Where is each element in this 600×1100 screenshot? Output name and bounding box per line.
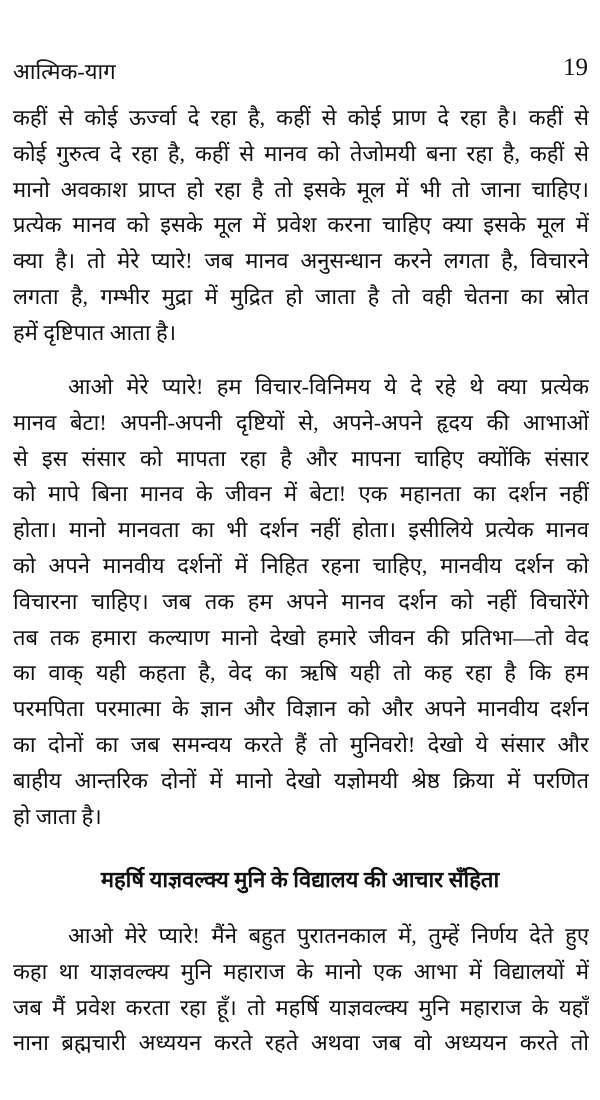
paragraph-2 (13, 369, 589, 834)
text-line: कहीं से कोई ऊर्ज्वा दे रहा है, कहीं से कोई प्राण दे रहा है। कहीं से (13, 105, 589, 130)
text-line: परमपिता परमात्मा के ज्ञान और विज्ञान को और अपने मानवीय दर्शन (13, 696, 589, 722)
text-line: तब तक हमारा कल्याण मानो देखो हमारे जीवन की प्रतिभा—तो वेद (13, 624, 589, 650)
text-line: नाना ब्रह्मचारी अध्ययन करते रहते अथवा जब वो अध्ययन करते तो (13, 1030, 589, 1056)
section-heading: महर्षि याज्ञवल्क्य मुनि के विद्यालय की आचार सँहिता (100, 867, 500, 892)
text-line: का वाक् यही कहता है, वेद का ऋषि यही तो कह रहा है कि हम (13, 660, 589, 686)
text-line: को मापे बिना मानव के जीवन में बेटा! एक महानता का दर्शन नहीं (13, 481, 589, 507)
text-line: जब मैं प्रवेश करता रहा हूँ। तो महर्षि याज्ञवल्क्य मुनि महाराज के यहाँ (13, 994, 589, 1020)
page-number: 19 (563, 54, 588, 81)
text-line: कहा था याज्ञवल्क्य मुनि महाराज के मानो एक आभा में विद्यालयों में (13, 958, 589, 984)
running-title: आत्मिक-याग (13, 59, 116, 84)
text-line: आओ मेरे प्यारे! मैंने बहुत पुरातनकाल में, तुम्हें निर्णय देते हुए (68, 923, 589, 948)
text-line: हो जाता है। (13, 803, 102, 829)
text-line: मानो अवकाश प्राप्त हो रहा है तो इसके मूल में भी तो जाना चाहिए। (13, 176, 589, 202)
text-line: लगता है, गम्भीर मुद्रा में मुद्रित हो जाता है तो वही चेतना का स्रोत (13, 283, 589, 309)
paragraph-1 (13, 100, 589, 351)
text-line: कोई गुरुत्व दे रहा है, कहीं से मानव को तेजोमयी बना रहा है, कहीं से (13, 140, 589, 166)
text-line: से इस संसार को मापता रहा है और मापना चाहिए क्योंकि संसार (13, 445, 589, 471)
running-header (13, 56, 588, 88)
text-line: का दोनों का जब समन्वय करते हैं तो मुनिवरो! देखो ये संसार और (13, 731, 589, 757)
text-line: आओ मेरे प्यारे! हम विचार-विनिमय ये दे रहे थे क्या प्रत्येक (68, 374, 589, 399)
text-line: हमें दृष्टिपात आता है। (13, 319, 177, 345)
text-line: बाहीय आन्तरिक दोनों में मानो देखो यज्ञोमयी श्रेष्ठ क्रिया में परणित (13, 767, 589, 793)
text-line: मानव बेटा! अपनी-अपनी दृष्टियों से, अपने-अपने हृदय की आभाओं (13, 409, 589, 435)
paragraph-3 (13, 918, 589, 1061)
text-line: क्या है। तो मेरे प्यारे! जब मानव अनुसन्धान करने लगता है, विचारने (13, 248, 589, 274)
text-line: विचारना चाहिए। जब तक हम अपने मानव दर्शन को नहीं विचारेंगे (13, 588, 589, 614)
text-line: होता। मानो मानवता का भी दर्शन नहीं होता। इसीलिये प्रत्येक मानव (13, 517, 589, 543)
text-line: प्रत्येक मानव को इसके मूल में प्रवेश करना चाहिए क्या इसके मूल में (13, 212, 589, 238)
text-line: को अपने मानवीय दर्शनों में निहित रहना चाहिए, मानवीय दर्शन को (13, 552, 589, 578)
